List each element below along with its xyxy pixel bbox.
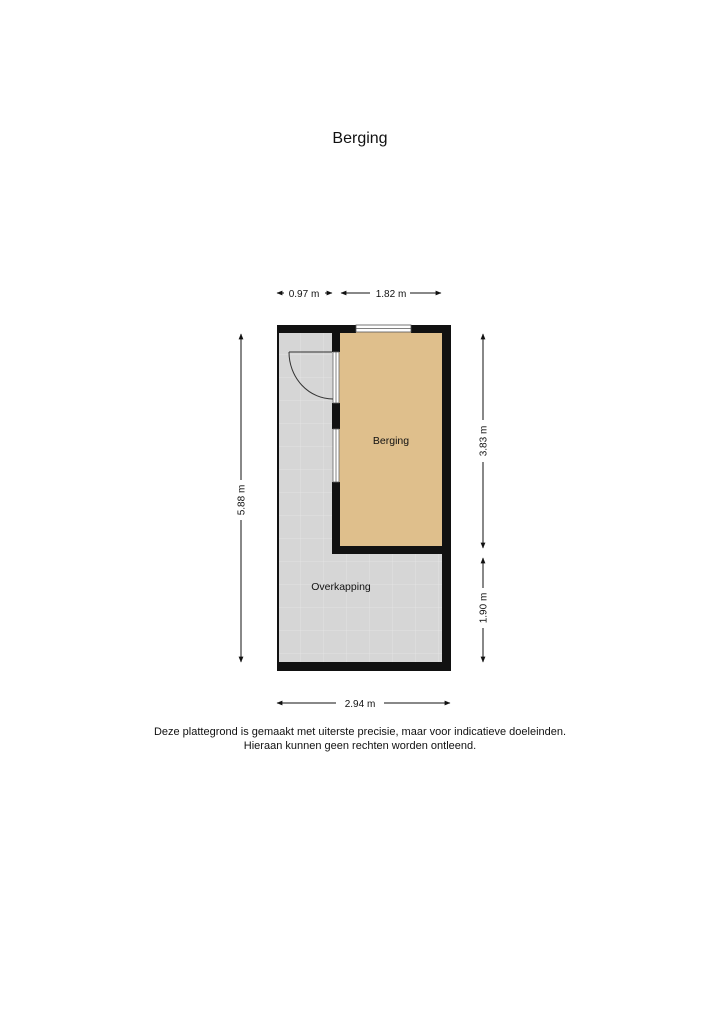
disclaimer-line-1: Deze plattegrond is gemaakt met uiterste precisie, maar voor indicatieve doeleinden. bbox=[153, 726, 567, 738]
dimension-label: 5.88 m bbox=[236, 484, 248, 516]
dimension-bottom bbox=[277, 699, 450, 710]
room-label-overkapping: Overkapping bbox=[311, 581, 371, 593]
disclaimer-line-2: Hieraan kunnen geen rechten worden ontleend. bbox=[243, 740, 477, 752]
dimension-top-right bbox=[341, 289, 441, 300]
dimension-left bbox=[237, 334, 248, 662]
top-window bbox=[356, 325, 411, 332]
room-label-berging: Berging bbox=[372, 435, 410, 447]
dimension-right-top bbox=[479, 334, 490, 548]
dimension-top-left bbox=[277, 289, 332, 300]
dimension-label: 1.90 m bbox=[478, 592, 490, 624]
disclaimer bbox=[0, 725, 720, 753]
page-title: Berging bbox=[332, 130, 388, 147]
dimension-label: 2.94 m bbox=[344, 699, 376, 710]
dimension-right-bottom bbox=[479, 558, 490, 662]
dimension-label: 1.82 m bbox=[375, 289, 407, 300]
dimension-label: 0.97 m bbox=[288, 289, 320, 300]
dimension-label: 3.83 m bbox=[478, 425, 490, 457]
